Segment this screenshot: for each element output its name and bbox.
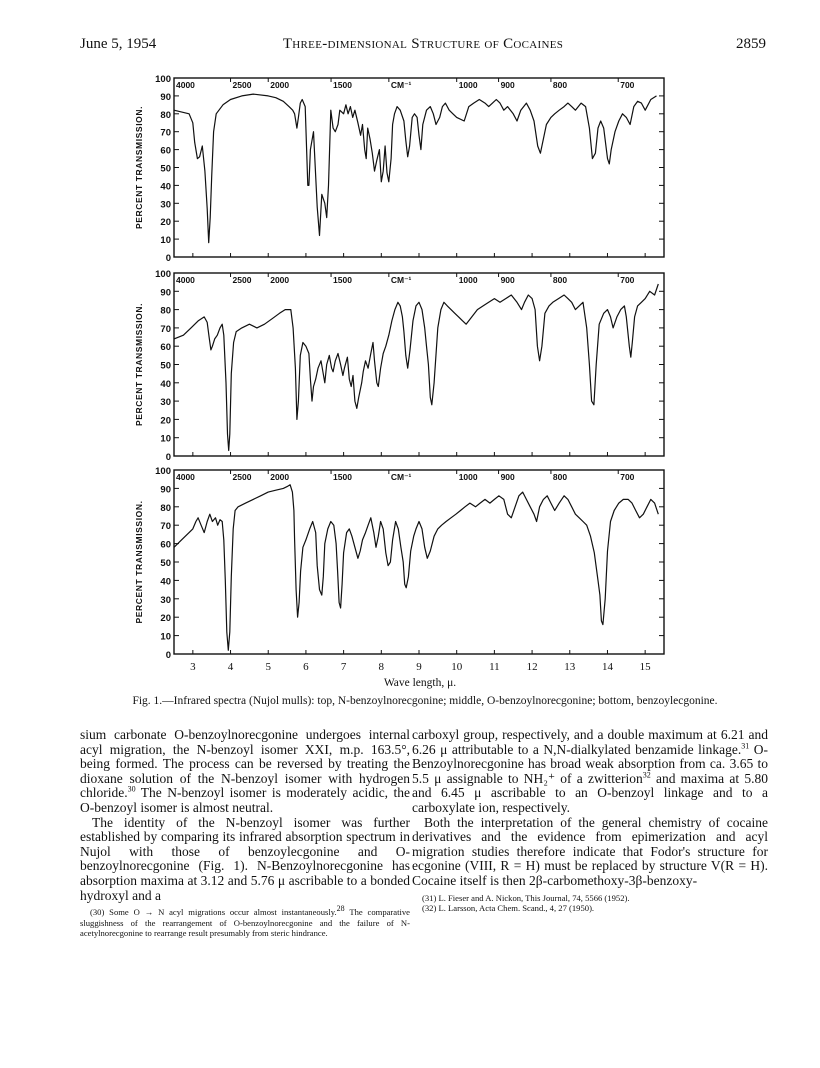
y-tick-label: 80 — [160, 502, 171, 514]
x-tick-label: 12 — [526, 661, 538, 673]
y-tick-label: 70 — [160, 323, 171, 335]
y-tick-label: 10 — [160, 631, 171, 643]
y-tick-label: 30 — [160, 594, 171, 606]
y-tick-label: 0 — [165, 253, 171, 264]
wavenumber-label: 700 — [620, 275, 635, 285]
y-tick-label: 70 — [160, 127, 171, 139]
plot-frame-top — [174, 78, 664, 257]
ref-31: 31 — [741, 741, 750, 751]
ref-30: 30 — [127, 784, 136, 794]
right-p1-end: and maxima at 5.80 and 6.45 μ ascribable to an O-benzoyl linkage and to a carboxylate ion, respectively. — [412, 770, 768, 815]
wavenumber-label: 1000 — [458, 80, 478, 90]
wavenumber-label: 1500 — [333, 80, 352, 90]
y-tick-label: 90 — [160, 287, 171, 299]
wavenumber-label: 700 — [620, 472, 635, 482]
footnotes-31-32 — [412, 893, 768, 914]
right-p1-mid: O-Benzoylnorecgonine has broad weak absorption from ca. 3.65 to 5.5 μ assignable to NH₂⁺ of a zwitterion — [412, 741, 768, 786]
x-tick-label: 14 — [601, 661, 613, 673]
y-tick-label: 20 — [160, 613, 171, 625]
y-tick-label: 100 — [155, 74, 171, 85]
wavenumber-label: CM⁻¹ — [390, 275, 412, 285]
fn30-text: (30) Some O → N acyl migrations occur almost instantaneously. — [90, 907, 337, 918]
y-tick-label: 10 — [160, 433, 171, 445]
y-tick-label: 30 — [160, 199, 171, 211]
y-tick-label: 60 — [160, 342, 171, 354]
y-tick-label: 80 — [160, 305, 171, 317]
header-title: Three-dimensional Structure of Cocaines — [282, 36, 564, 52]
y-tick-label: 100 — [155, 466, 171, 477]
wavenumber-label: 4000 — [176, 80, 195, 90]
y-tick-label: 20 — [160, 415, 171, 427]
y-tick-label: 60 — [160, 145, 171, 157]
right-paragraph-1 — [412, 728, 768, 816]
y-axis-label: PERCENT TRANSMISSION. — [134, 302, 144, 427]
y-tick-label: 0 — [165, 650, 171, 661]
footnote-31: (31) L. Fieser and A. Nickon, This Journal, 74, 5566 (1952). — [422, 892, 630, 903]
left-p1-text: sium carbonate O-benzoylnorecgonine undergoes internal acyl migration, the N-benzoyl isomer XXI, m.p. 163.5°, being formed. The process can be reversed by treating the dioxane solution of the N-benzoyl isomer with hydrogen chloride. — [80, 727, 410, 801]
wavenumber-label: 1500 — [333, 275, 352, 285]
x-tick-label: 3 — [190, 661, 196, 673]
x-axis-label: Wave length, μ. — [383, 677, 457, 689]
right-p1-text: carboxyl group, respectively, and a double maximum at 6.21 and 6.26 μ attributable to a N,N-dialkylated benzamide linkage. — [412, 727, 768, 757]
wavenumber-label: 800 — [552, 275, 568, 285]
wavenumber-label: 2500 — [232, 80, 252, 90]
x-tick-label: 11 — [489, 661, 500, 673]
ref-28: 28 — [336, 904, 345, 914]
x-tick-label: 8 — [378, 661, 385, 673]
y-axis-label: PERCENT TRANSMISSION. — [134, 500, 144, 624]
y-tick-label: 100 — [155, 269, 171, 280]
figure-caption — [80, 694, 770, 709]
y-tick-label: 40 — [160, 576, 171, 588]
wavenumber-label: 2000 — [270, 472, 290, 482]
left-paragraph-1 — [80, 728, 410, 816]
y-axis-label: PERCENT TRANSMISSION. — [134, 105, 144, 230]
wavenumber-label: 1000 — [458, 275, 478, 285]
caption-text: —Infrared spectra (Nujol mulls): top, N-benzoylnorecgonine; middle, O-benzoylnorecgonine; bottom, benzoylecgonine. — [162, 695, 718, 707]
y-tick-label: 60 — [160, 539, 171, 551]
right-paragraph-2: Both the interpretation of the general chemistry of cocaine derivatives and the evidence from epimerization and acyl migration studies therefore indicate that Fodor's structure for ecgonine (VIII, R = H) must be replaced by structure V(R = H). Cocaine itself is then 2β-carbomethoxy-3β-benzoxy- — [412, 814, 768, 888]
y-tick-label: 30 — [160, 397, 171, 409]
x-tick-label: 10 — [451, 661, 463, 673]
wavenumber-label: 800 — [552, 472, 568, 482]
left-p1-end: The N-benzoyl isomer is moderately acidic, the O-benzoyl isomer is almost neutral. — [80, 785, 410, 815]
wavenumber-label: 4000 — [176, 472, 195, 482]
page-number: 2859 — [736, 36, 766, 52]
x-tick-label: 15 — [639, 661, 651, 673]
spectrum-line-middle — [174, 284, 658, 451]
y-tick-label: 20 — [160, 217, 171, 229]
x-tick-label: 13 — [564, 661, 576, 673]
right-column — [412, 728, 768, 913]
left-column — [80, 728, 410, 938]
x-tick-label: 4 — [227, 661, 234, 673]
y-tick-label: 90 — [160, 484, 171, 496]
y-tick-label: 40 — [160, 181, 171, 193]
wavenumber-label: 800 — [552, 80, 568, 90]
x-tick-label: 5 — [265, 661, 271, 673]
plot-frame-middle — [174, 273, 664, 456]
wavenumber-label: CM⁻¹ — [390, 472, 412, 482]
footnote-30 — [80, 904, 410, 938]
plot-frame-bottom — [174, 470, 664, 654]
wavenumber-label: 1500 — [333, 472, 352, 482]
wavenumber-label: 900 — [500, 275, 515, 285]
wavenumber-label: 700 — [620, 80, 635, 90]
y-tick-label: 80 — [160, 109, 171, 121]
wavenumber-label: 2000 — [270, 80, 290, 90]
y-tick-label: 50 — [160, 558, 171, 569]
ref-32: 32 — [642, 770, 651, 780]
x-tick-label: 7 — [340, 661, 347, 673]
wavenumber-label: 2500 — [232, 472, 252, 482]
y-tick-label: 90 — [160, 91, 171, 103]
x-tick-label: 9 — [416, 661, 422, 673]
y-tick-label: 70 — [160, 521, 171, 533]
footnote-32: (32) L. Larsson, Acta Chem. Scand., 4, 27 (1950). — [422, 902, 595, 913]
y-tick-label: 50 — [160, 163, 171, 175]
fn30-end: The comparative sluggishness of the rearrangement of O-benzoylnorecgonine and the failure of N-acetylnorecgonine to rearrange result presumably from steric hindrance. — [80, 907, 410, 938]
wavenumber-label: 900 — [500, 80, 515, 90]
x-tick-label: 6 — [303, 661, 309, 673]
spectrum-line-top — [174, 94, 657, 243]
y-tick-label: 10 — [160, 235, 171, 247]
wavenumber-label: 4000 — [176, 275, 195, 285]
spectrum-line-bottom — [174, 485, 658, 651]
header-date: June 5, 1954 — [80, 36, 157, 52]
y-tick-label: 0 — [165, 452, 171, 463]
y-tick-label: 50 — [160, 360, 171, 372]
left-paragraph-2: The identity of the N-benzoyl isomer was further established by comparing its infrared absorption spectrum in Nujol with those of benzoylecgonine and O-benzoylnorecgonine (Fig. 1). N-Benzoylnorecgonine has absorption maxima at 3.12 and 5.76 μ ascribable to a bonded hydroxyl and a — [80, 814, 410, 903]
wavenumber-label: 2000 — [270, 275, 290, 285]
wavenumber-label: 2500 — [232, 275, 252, 285]
wavenumber-label: 1000 — [458, 472, 478, 482]
caption-label: Fig. 1. — [132, 695, 163, 707]
y-tick-label: 40 — [160, 378, 171, 390]
wavenumber-label: CM⁻¹ — [390, 80, 412, 90]
wavenumber-label: 900 — [500, 472, 515, 482]
